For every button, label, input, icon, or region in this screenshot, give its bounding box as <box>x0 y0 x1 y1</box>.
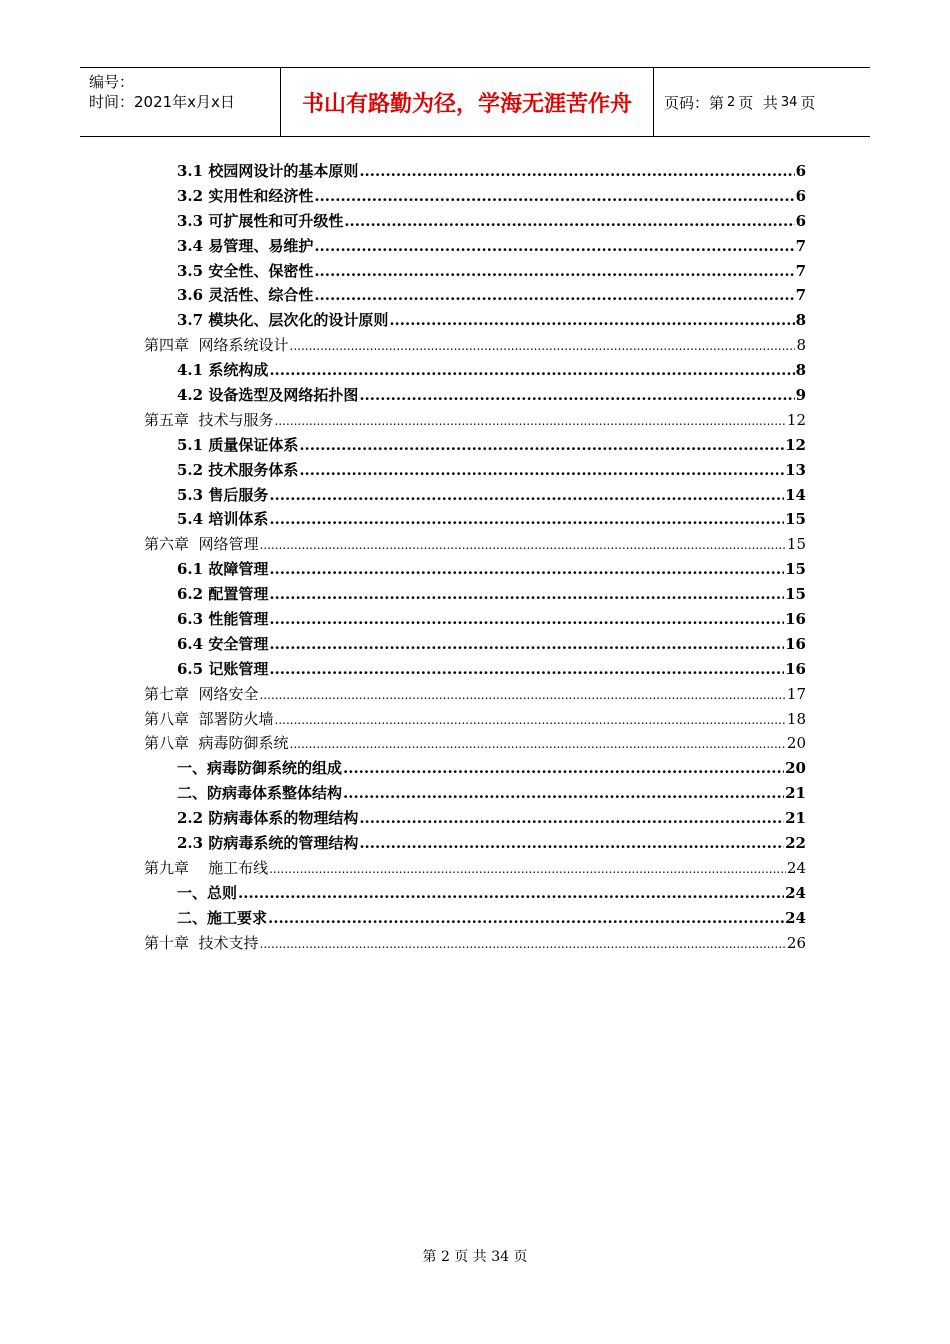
toc-entry-page: 17 <box>786 684 806 703</box>
toc-entry-page: 16 <box>785 634 806 653</box>
toc-entry-page: 8 <box>796 336 806 355</box>
toc-entry-title: 第十章 技术支持 <box>144 933 259 952</box>
toc-entry-title: 3.7 模块化、层次化的设计原则 <box>177 311 389 330</box>
toc-dot-leader <box>269 582 784 607</box>
table-of-contents <box>144 159 806 956</box>
toc-entry-title: 5.2 技术服务体系 <box>177 460 299 479</box>
toc-entry-title: 3.6 灵活性、综合性 <box>177 286 314 305</box>
toc-dot-leader <box>359 159 794 184</box>
header-motto: 书山有路勤为径，学海无涯苦作舟 <box>281 68 654 136</box>
toc-entry-page: 7 <box>795 261 806 280</box>
toc-dot-leader <box>269 607 784 632</box>
toc-entry-page: 14 <box>785 485 806 504</box>
toc-entry-page: 18 <box>786 709 806 728</box>
toc-section-entry[interactable] <box>144 756 806 781</box>
toc-section-entry[interactable] <box>144 582 806 607</box>
toc-dot-leader <box>269 657 784 682</box>
toc-dot-leader <box>314 184 794 209</box>
toc-entry-title: 6.2 配置管理 <box>177 585 269 604</box>
toc-dot-leader <box>299 433 784 458</box>
toc-entry-title: 3.4 易管理、易维护 <box>177 236 314 255</box>
toc-entry-title: 3.2 实用性和经济性 <box>177 186 314 205</box>
toc-chapter-entry[interactable] <box>144 731 806 756</box>
toc-entry-page: 16 <box>785 659 806 678</box>
toc-entry-page: 6 <box>795 186 806 205</box>
toc-entry-title: 4.2 设备选型及网络拓扑图 <box>177 386 359 405</box>
toc-entry-page: 20 <box>786 734 806 753</box>
toc-dot-leader <box>344 209 794 234</box>
toc-section-entry[interactable] <box>144 632 806 657</box>
toc-entry-page: 15 <box>785 585 806 604</box>
toc-entry-title: 6.3 性能管理 <box>177 610 269 629</box>
toc-section-entry[interactable] <box>144 607 806 632</box>
toc-section-entry[interactable] <box>144 159 806 184</box>
toc-chapter-entry[interactable] <box>144 931 806 956</box>
toc-entry-title: 3.3 可扩展性和可升级性 <box>177 211 344 230</box>
toc-dot-leader <box>238 881 784 906</box>
toc-entry-page: 8 <box>795 361 806 380</box>
toc-entry-title: 6.5 记账管理 <box>177 659 269 678</box>
toc-entry-page: 15 <box>786 535 806 554</box>
toc-entry-title: 第八章 部署防火墙 <box>144 709 274 728</box>
toc-dot-leader <box>299 458 784 483</box>
toc-section-entry[interactable] <box>144 831 806 856</box>
toc-entry-title: 第四章 网络系统设计 <box>144 336 289 355</box>
toc-entry-title: 5.4 培训体系 <box>177 510 269 529</box>
toc-section-entry[interactable] <box>144 209 806 234</box>
toc-entry-title: 第八章 病毒防御系统 <box>144 734 289 753</box>
toc-chapter-entry[interactable] <box>144 408 806 433</box>
toc-dot-leader <box>343 781 784 806</box>
toc-entry-title: 一、总则 <box>177 883 238 902</box>
toc-dot-leader <box>269 507 784 532</box>
toc-dot-leader <box>343 756 784 781</box>
toc-dot-leader <box>359 831 784 856</box>
toc-dot-leader <box>275 408 786 434</box>
toc-entry-title: 5.1 质量保证体系 <box>177 435 299 454</box>
toc-section-entry[interactable] <box>144 507 806 532</box>
toc-entry-title: 第九章 施工布线 <box>144 858 269 877</box>
toc-section-entry[interactable] <box>144 283 806 308</box>
toc-entry-title: 一、病毒防御系统的组成 <box>177 759 343 778</box>
toc-entry-page: 7 <box>795 286 806 305</box>
toc-section-entry[interactable] <box>144 358 806 383</box>
toc-dot-leader <box>269 632 784 657</box>
toc-entry-page: 26 <box>786 933 806 952</box>
toc-section-entry[interactable] <box>144 433 806 458</box>
toc-section-entry[interactable] <box>144 383 806 408</box>
toc-entry-page: 16 <box>785 610 806 629</box>
toc-entry-page: 6 <box>795 162 806 180</box>
toc-entry-page: 7 <box>795 236 806 255</box>
toc-entry-page: 13 <box>785 460 806 479</box>
toc-entry-title: 二、防病毒体系整体结构 <box>177 784 343 803</box>
toc-entry-page: 9 <box>795 386 806 405</box>
toc-entry-page: 21 <box>785 809 806 828</box>
toc-entry-page: 22 <box>785 834 806 853</box>
toc-dot-leader <box>260 682 786 708</box>
toc-dot-leader <box>269 358 794 383</box>
toc-dot-leader <box>314 283 794 308</box>
toc-entry-page: 8 <box>795 311 806 330</box>
toc-entry-page: 24 <box>786 858 806 877</box>
toc-entry-title: 第六章 网络管理 <box>144 535 259 554</box>
toc-chapter-entry[interactable] <box>144 707 806 732</box>
toc-entry-title: 4.1 系统构成 <box>177 361 269 380</box>
toc-dot-leader <box>389 308 794 333</box>
toc-section-entry[interactable] <box>144 781 806 806</box>
toc-entry-title: 第七章 网络安全 <box>144 684 259 703</box>
toc-dot-leader <box>269 557 784 582</box>
page-mid: 页 共 <box>738 93 778 112</box>
toc-entry-page: 15 <box>785 510 806 529</box>
toc-chapter-entry[interactable] <box>144 532 806 557</box>
toc-entry-page: 21 <box>785 784 806 803</box>
toc-entry-title: 二、施工要求 <box>177 908 268 927</box>
toc-section-entry[interactable] <box>144 458 806 483</box>
toc-dot-leader <box>260 931 786 957</box>
header-page-info <box>654 68 870 136</box>
toc-dot-leader <box>269 483 784 508</box>
toc-section-entry[interactable] <box>144 308 806 333</box>
page-total: 34 <box>780 94 798 110</box>
toc-dot-leader <box>275 707 786 733</box>
toc-dot-leader <box>268 906 784 931</box>
time-label: 时间：2021年x月x日 <box>89 93 235 111</box>
toc-chapter-entry[interactable] <box>144 333 806 358</box>
toc-dot-leader <box>359 806 784 831</box>
toc-section-entry[interactable] <box>144 657 806 682</box>
page-header <box>80 67 870 137</box>
page-footer: 第 2 页 共 34 页 <box>422 1249 528 1265</box>
toc-entry-title: 3.5 安全性、保密性 <box>177 261 314 280</box>
toc-dot-leader <box>359 383 794 408</box>
toc-entry-title: 2.2 防病毒体系的物理结构 <box>177 809 359 828</box>
page-current: 2 <box>727 94 736 110</box>
toc-entry-title: 5.3 售后服务 <box>177 485 269 504</box>
toc-entry-title: 第五章 技术与服务 <box>144 410 274 429</box>
toc-entry-title: 3.1 校园网设计的基本原则 <box>177 162 359 180</box>
toc-entry-title: 6.1 故障管理 <box>177 560 269 579</box>
toc-entry-page: 24 <box>785 908 806 927</box>
page-prefix: 页码：第 <box>664 93 725 112</box>
toc-section-entry[interactable] <box>144 234 806 259</box>
toc-dot-leader <box>290 731 786 757</box>
toc-dot-leader <box>290 333 796 359</box>
toc-section-entry[interactable] <box>144 259 806 284</box>
toc-entry-page: 20 <box>785 759 806 778</box>
header-meta <box>80 68 281 136</box>
serial-label: 编号： <box>89 73 135 91</box>
toc-section-entry[interactable] <box>144 881 806 906</box>
toc-dot-leader <box>269 856 786 882</box>
toc-entry-title: 2.3 防病毒系统的管理结构 <box>177 834 359 853</box>
toc-section-entry[interactable] <box>144 806 806 831</box>
toc-section-entry[interactable] <box>144 557 806 582</box>
toc-section-entry[interactable] <box>144 483 806 508</box>
toc-dot-leader <box>260 532 786 558</box>
page-suffix: 页 <box>800 93 816 112</box>
toc-entry-title: 6.4 安全管理 <box>177 634 269 653</box>
toc-entry-page: 6 <box>795 211 806 230</box>
toc-section-entry[interactable] <box>144 906 806 931</box>
toc-chapter-entry[interactable] <box>144 856 806 881</box>
toc-entry-page: 24 <box>785 883 806 902</box>
toc-section-entry[interactable] <box>144 184 806 209</box>
toc-chapter-entry[interactable] <box>144 682 806 707</box>
toc-dot-leader <box>314 259 794 284</box>
toc-dot-leader <box>314 234 794 259</box>
toc-entry-page: 12 <box>786 410 806 429</box>
toc-entry-page: 15 <box>785 560 806 579</box>
toc-entry-page: 12 <box>785 435 806 454</box>
